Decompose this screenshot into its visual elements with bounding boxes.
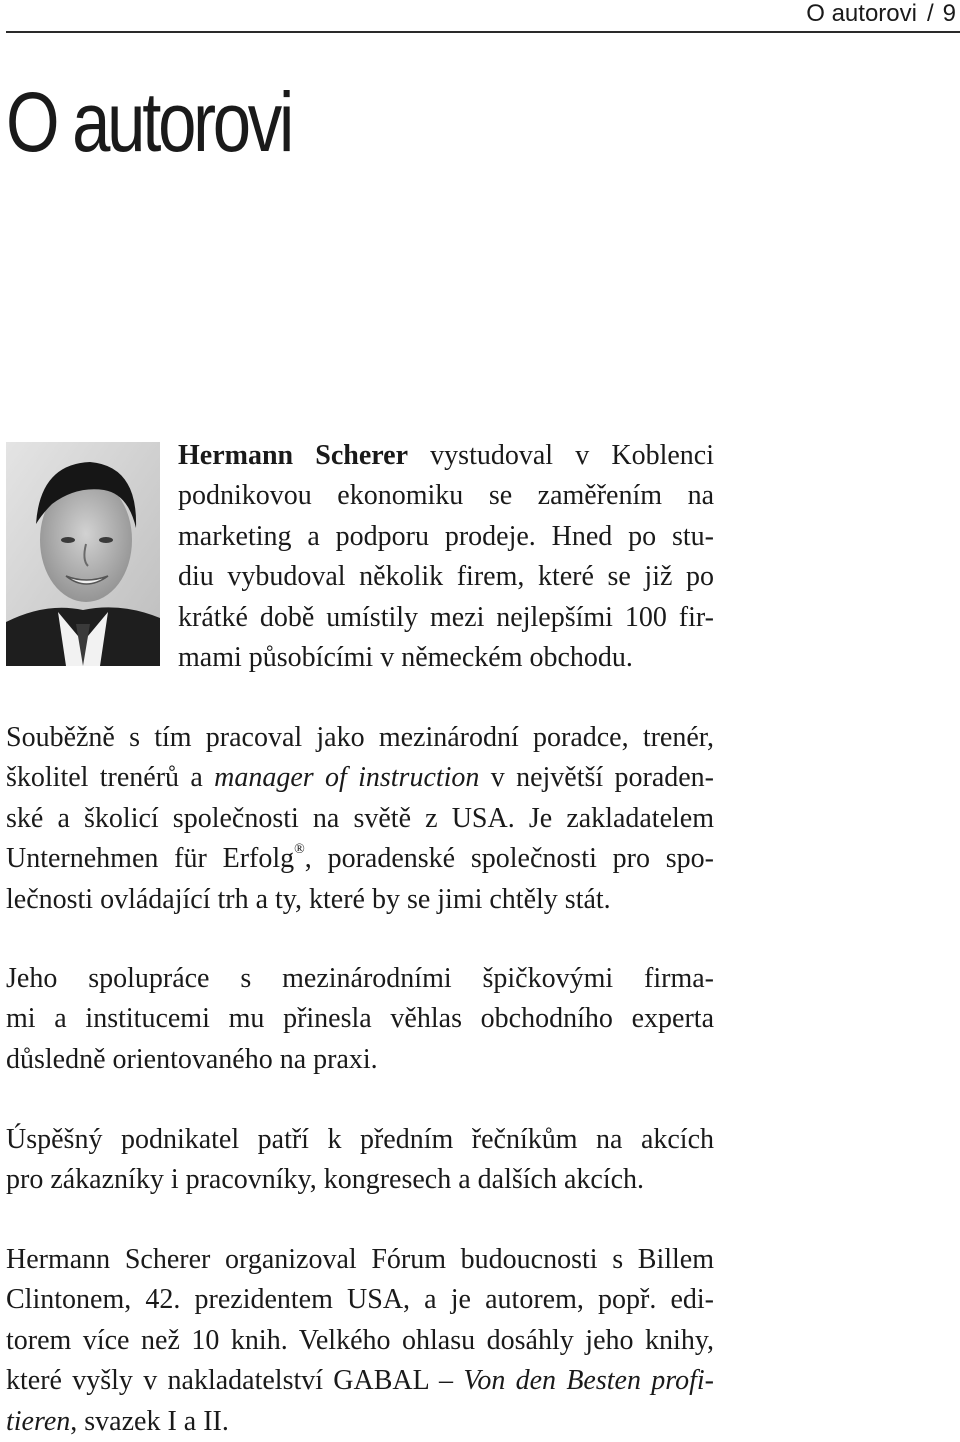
chapter-title: O autorovi: [6, 75, 291, 169]
paragraph-line: lečnosti ovládající trh a ty, které by se jimi chtěly stát.: [6, 883, 611, 915]
paragraph-line: Souběžně s tím pracoval jako mezinárodní poradce, trenér,: [6, 722, 714, 753]
paragraph-line: mi a institucemi mu přinesla věhlas obchodního experta: [6, 1003, 714, 1035]
paragraph-line: pro zákazníky i pracovníky, kongresech a dalších akcích.: [6, 1164, 645, 1196]
paragraph-line: Unternehmen für Erfolg®, poradenské společnosti pro spo-: [6, 842, 714, 875]
author-name: Hermann Scherer: [178, 440, 409, 471]
paragraph-line: krátké době umístily mezi nejlepšími 100 fir-: [178, 601, 714, 633]
paragraph-line: diu vybudoval několik firem, které se již po: [178, 561, 714, 593]
paragraph-career: [6, 718, 714, 920]
paragraph-line: důsledně orientovaného na praxi.: [6, 1043, 378, 1075]
paragraph-line: školitel trenérů a manager of instruction v největší poraden-: [6, 762, 714, 794]
paragraph-line: Hermann Scherer organizoval Fórum budoucnosti s Billem: [6, 1244, 714, 1275]
paragraph-line: Úspěšný podnikatel patří k předním řečníkům na akcích: [6, 1124, 714, 1155]
paragraph-line: torem více než 10 knih. Velkého ohlasu dosáhly jeho knihy,: [6, 1324, 714, 1356]
running-header-separator: /: [926, 0, 934, 27]
author-portrait: [6, 442, 160, 666]
paragraph-line: tieren, svazek I a II.: [6, 1405, 229, 1437]
paragraph-line: Hermann Scherer vystudoval v Koblenci: [178, 440, 714, 471]
running-header-title: O autorovi: [806, 0, 917, 27]
paragraph-author-intro: [178, 436, 714, 678]
paragraph-speaker: [6, 1120, 714, 1201]
paragraph-line: podnikovou ekonomiku se zaměřením na: [178, 480, 714, 512]
paragraph-line: Jeho spolupráce s mezinárodními špičkovými firma-: [6, 963, 714, 994]
paragraph-line: marketing a podporu prodeje. Hned po stu-: [178, 520, 714, 552]
italic-term: manager of instruction: [214, 762, 480, 794]
running-header: [806, 0, 956, 28]
registered-mark: ®: [294, 842, 305, 858]
header-rule: [6, 31, 960, 33]
book-title: tieren: [6, 1405, 71, 1437]
paragraph-books: [6, 1240, 714, 1442]
paragraph-line: Clintonem, 42. prezidentem USA, a je autorem, popř. edi-: [6, 1284, 714, 1316]
paragraph-line: mami působícími v německém obchodu.: [178, 642, 633, 674]
paragraph-line: které vyšly v nakladatelství GABAL – Von den Besten profi-: [6, 1365, 714, 1397]
book-title: Von den Besten profi-: [463, 1365, 714, 1397]
paragraph-cooperation: [6, 959, 714, 1080]
paragraph-line: ské a školicí společnosti na světě z USA. Je zakladatelem: [6, 802, 714, 834]
page-number: 9: [942, 0, 956, 27]
